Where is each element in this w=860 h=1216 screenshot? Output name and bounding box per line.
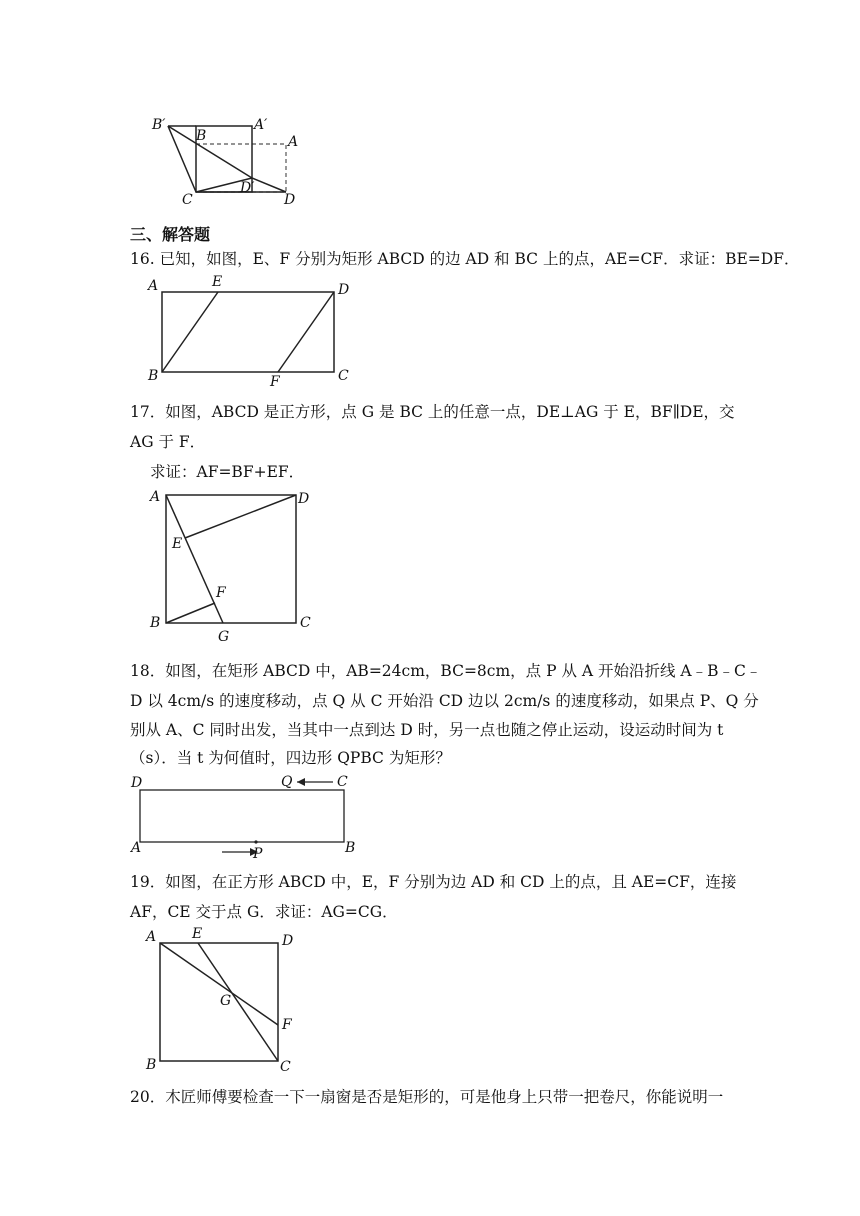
label-F: F (270, 374, 280, 387)
figure-fold-rectangle (140, 112, 310, 212)
figure-q19 (140, 925, 305, 1075)
label-E: E (212, 274, 223, 290)
label-C: C (338, 368, 349, 384)
q17-text-line1: 17．如图，ABCD 是正方形，点 G 是 BC 上的任意一点，DE⊥AG 于 E，BF∥DE，交 (130, 403, 735, 421)
label-E: E (172, 536, 183, 552)
label-A: A (150, 489, 161, 505)
label-A: A (146, 929, 157, 945)
label-D: D (282, 933, 294, 949)
section-title: 三、解答题 (130, 225, 211, 244)
label-F: F (282, 1017, 292, 1033)
q18-text-line2: D 以 4cm/s 的速度移动，点 Q 从 C 开始沿 CD 边以 2cm/s 的速度移动，如果点 P、Q 分 (130, 692, 759, 710)
figure-q16 (140, 272, 360, 387)
q18-text-line1: 18．如图，在矩形 ABCD 中，AB=24cm，BC=8cm，点 P 从 A 开始沿折线 A﹣B﹣C﹣ (130, 662, 762, 680)
label-G: G (220, 993, 232, 1009)
label-C: C (337, 774, 348, 790)
figure-q17 (140, 485, 325, 645)
label-Q: Q (281, 774, 293, 790)
q19-text-line2: AF，CE 交于点 G．求证：AG=CG． (130, 903, 398, 921)
label-A: A (148, 278, 159, 294)
label-A: A (131, 840, 142, 856)
label-Dprime: D′ (240, 180, 255, 196)
q19-text-line1: 19．如图，在正方形 ABCD 中，E，F 分别为边 AD 和 CD 上的点，且 AE=CF，连接 (130, 873, 737, 891)
label-B: B (345, 840, 356, 856)
figure-q18 (125, 770, 360, 862)
label-P: P (253, 846, 263, 862)
q18-text-line3: 别从 A、C 同时出发，当其中一点到达 D 时，另一点也随之停止运动，设运动时间为 t (130, 721, 724, 739)
label-D: D (131, 775, 143, 791)
label-D: D (298, 491, 310, 507)
label-D: D (338, 282, 350, 298)
label-B: B (146, 1057, 157, 1073)
label-Bprime: B′ (152, 117, 166, 133)
q17-text-line2: AG 于 F． (130, 433, 206, 451)
label-G: G (218, 629, 230, 645)
label-B: B (196, 128, 207, 144)
q18-text-line4: （s）．当 t 为何值时，四边形 QPBC 为矩形？ (130, 749, 451, 767)
label-B: B (150, 615, 161, 631)
label-F: F (216, 585, 226, 601)
q20-text-line1: 20．木匠师傅要检查一下一扇窗是否是矩形的，可是他身上只带一把卷尺，你能说明一 (130, 1088, 724, 1106)
q17-text-line3: 求证：AF=BF+EF． (150, 463, 305, 481)
label-Aprime: A′ (254, 117, 268, 133)
q16-text: 16. 已知，如图，E、F 分别为矩形 ABCD 的边 AD 和 BC 上的点，AE=CF．求证：BE=DF． (130, 250, 800, 268)
label-B: B (148, 368, 159, 384)
label-E: E (192, 926, 203, 942)
label-C: C (300, 615, 311, 631)
label-C: C (280, 1059, 291, 1075)
label-A: A (288, 134, 299, 150)
label-D: D (284, 192, 296, 208)
label-C: C (182, 192, 193, 208)
